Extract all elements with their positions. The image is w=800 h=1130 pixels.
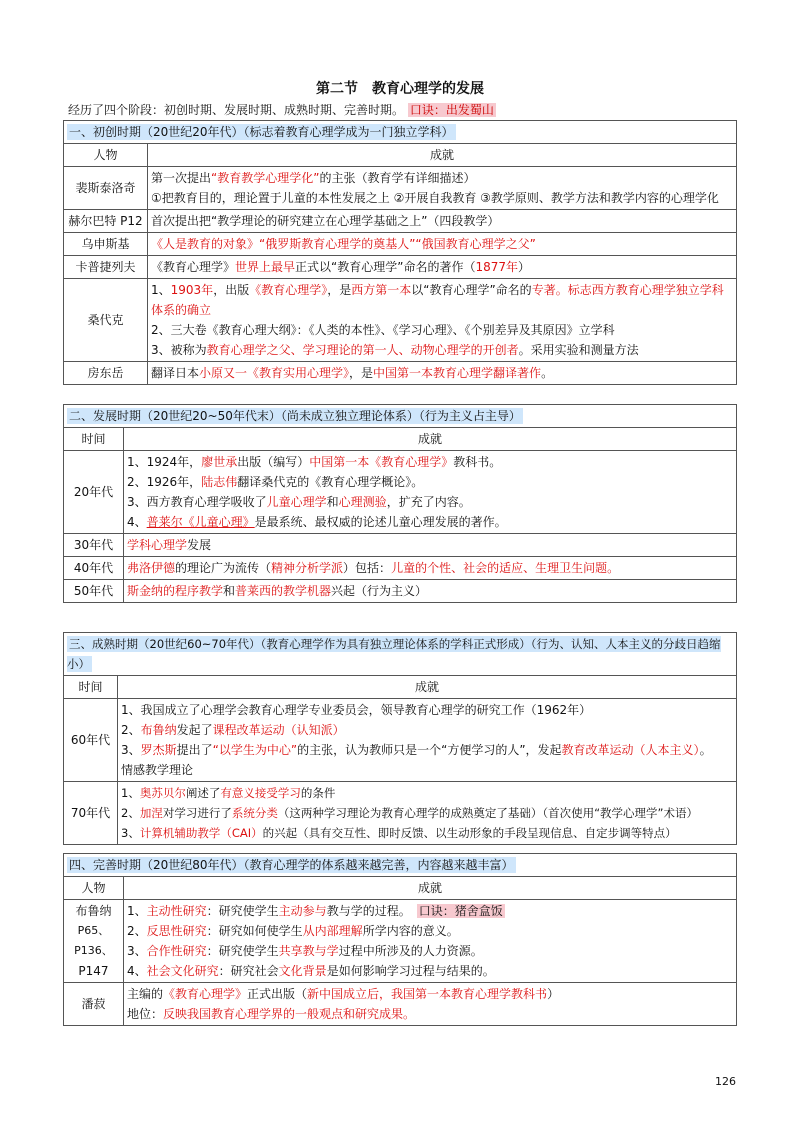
col-header: 时间	[64, 428, 124, 451]
achievement-cell: 《人是教育的对象》“俄罗斯教育心理学的奠基人”“俄国教育心理学之父”	[148, 233, 737, 256]
col-header: 人物	[64, 877, 124, 900]
time-cell: 70年代	[64, 782, 118, 845]
person-name: 房东岳	[64, 362, 148, 385]
time-cell: 20年代	[64, 451, 124, 534]
col-header: 成就	[148, 144, 737, 167]
intro-mnemonic: 口诀：出发蜀山	[409, 103, 494, 117]
page-title: 第二节 教育心理学的发展	[316, 81, 484, 97]
achievement-cell: 1、1924年，廖世承出版（编写）中国第一本《教育心理学》教科书。 2、1926年，陆志伟翻译桑代克的《教育心理学概论》。 3、西方教育心理学吸收了儿童心理学和心理测验，扩充了内容。 4、普莱尔《儿童心理》是最系统、最权威的论述儿童心理发展的著作。	[124, 451, 737, 534]
achievement-cell: 弗洛伊德的理论广为流传（精神分析学派）包括：儿童的个性、社会的适应、生理卫生问题。	[124, 557, 737, 580]
time-cell: 50年代	[64, 580, 124, 603]
col-header: 成就	[124, 877, 737, 900]
section-2-table	[63, 404, 737, 603]
page-number: 126	[715, 1075, 736, 1088]
achievement-cell: 学科心理学发展	[124, 534, 737, 557]
table-row	[64, 167, 737, 210]
achievement-cell: 《教育心理学》世界上最早正式以“教育心理学”命名的著作（1877年）	[148, 256, 737, 279]
achievement-cell: 主编的《教育心理学》正式出版（新中国成立后，我国第一本教育心理学教科书） 地位：反映我国教育心理学界的一般观点和研究成果。	[124, 983, 737, 1026]
person-name: 桑代克	[64, 279, 148, 362]
section-1-header: 一、初创时期（20世纪20年代）（标志着教育心理学成为一门独立学科）	[64, 121, 737, 144]
table-row	[64, 983, 737, 1026]
table-row	[64, 233, 737, 256]
table-row	[64, 279, 737, 362]
achievement-cell: 斯金纳的程序教学和普莱西的教学机器兴起（行为主义）	[124, 580, 737, 603]
table-row	[64, 256, 737, 279]
mnemonic-badge: 口诀：猪舍盒饭	[418, 904, 503, 918]
table-row	[64, 580, 737, 603]
table-row	[64, 451, 737, 534]
person-name: 布鲁纳 P65、P136、 P147	[64, 900, 124, 983]
achievement-cell: 1、1903年，出版《教育心理学》，是西方第一本以“教育心理学”命名的专著。标志西方教育心理学独立学科体系的确立 2、三大卷《教育心理大纲》：《人类的本性》、《学习心理》、《个别差异及其原因》立学科 3、被称为教育心理学之父、学习理论的第一人、动物心理学的开创者。采用实验和测量方法	[148, 279, 737, 362]
achievement-cell: 1、奥苏贝尔阐述了有意义接受学习的条件 2、加涅对学习进行了系统分类（这两种学习理论为教育心理学的成熟奠定了基础）（首次使用“教学心理学”术语） 3、计算机辅助教学（CAI）的兴起（具有交互性、即时反馈、以生动形象的手段呈现信息、自定步调等特点）	[118, 782, 737, 845]
table-row	[64, 557, 737, 580]
table-row	[64, 900, 737, 983]
time-cell: 40年代	[64, 557, 124, 580]
time-cell: 60年代	[64, 699, 118, 782]
col-header: 人物	[64, 144, 148, 167]
section-2-header: 二、发展时期（20世纪20~50年代末）（尚未成立独立理论体系）（行为主义占主导）	[64, 405, 737, 428]
achievement-cell: 第一次提出“教育教学心理学化”的主张（教育学有详细描述） ①把教育目的，理论置于儿童的本性发展之上 ②开展自我教育 ③教学原则、教学方法和教学内容的心理学化	[148, 167, 737, 210]
time-cell: 30年代	[64, 534, 124, 557]
table-row	[64, 699, 737, 782]
achievement-cell: 翻译日本小原又一《教育实用心理学》，是中国第一本教育心理学翻译著作。	[148, 362, 737, 385]
section-1-table	[63, 120, 737, 385]
col-header: 成就	[124, 428, 737, 451]
section-3-header: 三、成熟时期（20世纪60~70年代）（教育心理学作为具有独立理论体系的学科正式形成）（行为、认知、人本主义的分歧日趋缩小）	[64, 633, 737, 676]
intro-text: 经历了四个阶段：初创时期、发展时期、成熟时期、完善时期。	[68, 103, 405, 117]
person-name: 潘菽	[64, 983, 124, 1026]
achievement-cell: 1、主动性研究：研究使学生主动参与教与学的过程。 口诀：猪舍盒饭 2、反思性研究：研究如何使学生从内部理解所学内容的意义。 3、合作性研究：研究使学生共享教与学过程中所涉及的人力资源。 4、社会文化研究：研究社会文化背景是如何影响学习过程与结果的。	[124, 900, 737, 983]
person-name: 裴斯泰洛奇	[64, 167, 148, 210]
table-row	[64, 362, 737, 385]
section-3-table	[63, 632, 737, 845]
person-name: 乌申斯基	[64, 233, 148, 256]
table-row	[64, 534, 737, 557]
achievement-cell: 1、我国成立了心理学会教育心理学专业委员会，领导教育心理学的研究工作（1962年） 2、布鲁纳发起了课程改革运动（认知派） 3、罗杰斯提出了“以学生为中心”的主张，认为教师只是一个“方便学习的人”，发起教育改革运动（人本主义）。 情感教学理论	[118, 699, 737, 782]
person-name: 卡普捷列夫	[64, 256, 148, 279]
achievement-cell: 首次提出把“教学理论的研究建立在心理学基础之上”（四段教学）	[148, 210, 737, 233]
table-row	[64, 782, 737, 845]
section-4-header: 四、完善时期（20世纪80年代）（教育心理学的体系越来越完善，内容越来越丰富）	[64, 854, 737, 877]
person-name: 赫尔巴特 P12	[64, 210, 148, 233]
table-row	[64, 210, 737, 233]
col-header: 时间	[64, 676, 118, 699]
section-4-table	[63, 853, 737, 1026]
col-header: 成就	[118, 676, 737, 699]
intro-line	[68, 101, 496, 118]
